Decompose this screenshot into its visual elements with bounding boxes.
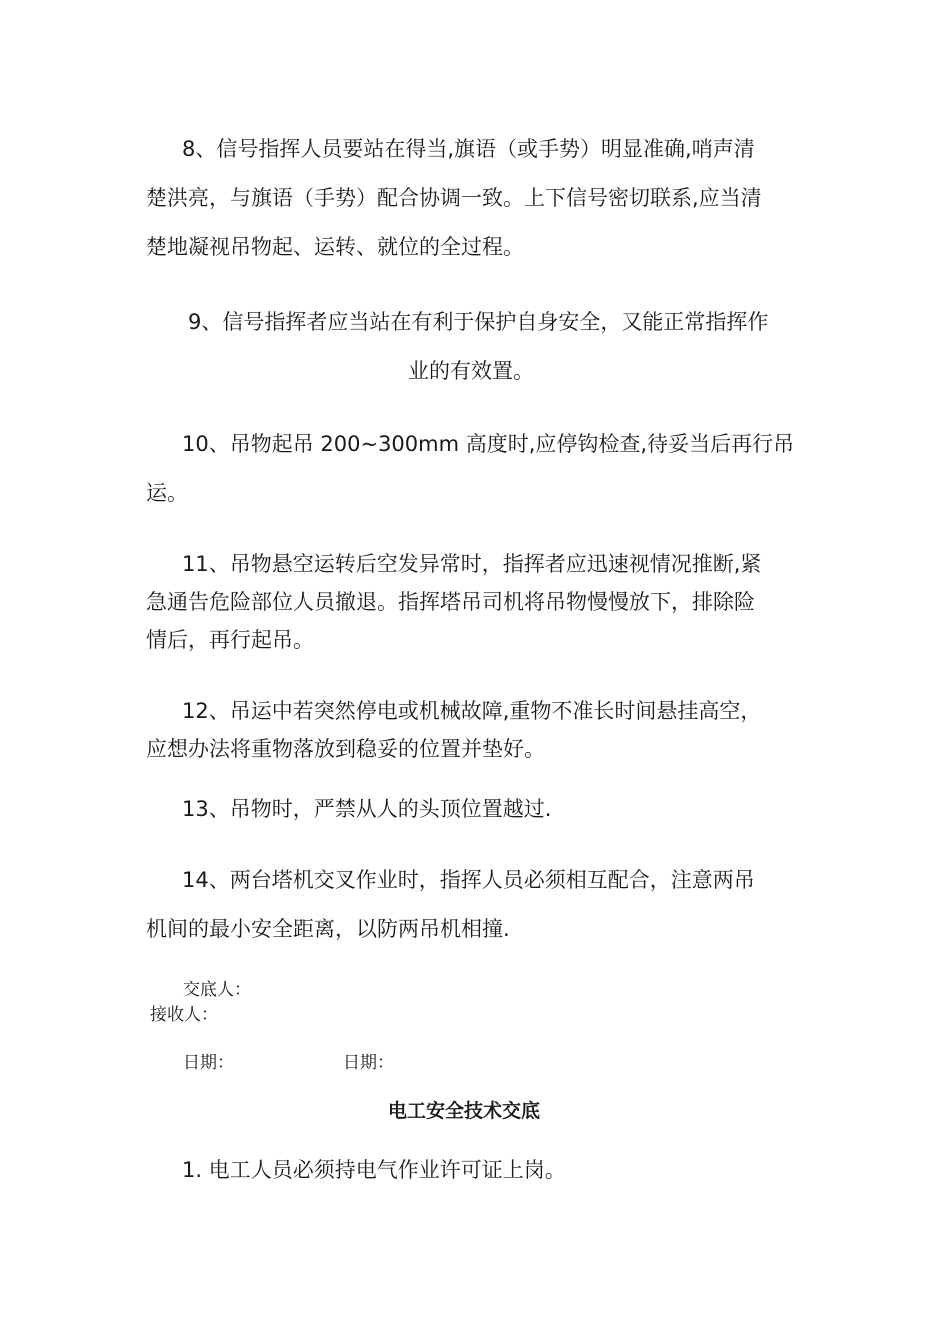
item-11-line-2: 急通告危险部位人员撤退。指挥塔吊司机将吊物慢慢放下，排除险 bbox=[146, 590, 755, 614]
item-11-line-3: 情后，再行起吊。 bbox=[146, 628, 314, 652]
item-14-line-2: 机间的最小安全距离，以防两吊机相撞. bbox=[146, 917, 510, 941]
handover-person-label: 交底人： bbox=[183, 980, 251, 1000]
date-label-1: 日期： bbox=[183, 1053, 234, 1073]
item-14-line-1: 14、两台塔机交叉作业时，指挥人员必须相互配合，注意两吊 bbox=[182, 868, 755, 892]
item-13-line-1: 13、吊物时，严禁从人的头顶位置越过. bbox=[182, 797, 552, 821]
item-8-line-3: 楚地凝视吊物起、运转、就位的全过程。 bbox=[146, 235, 524, 259]
date-label-2: 日期： bbox=[343, 1053, 394, 1073]
item-12-line-2: 应想办法将重物落放到稳妥的位置并垫好。 bbox=[146, 737, 545, 761]
item-9-line-1: 9、信号指挥者应当站在有利于保护自身安全，又能正常指挥作 bbox=[188, 310, 769, 334]
item-8-line-2: 楚洪亮，与旗语（手势）配合协调一致。上下信号密切联系,应当清 bbox=[146, 186, 762, 210]
item-11-line-1: 11、吊物悬空运转后空发异常时，指挥者应迅速视情况推断,紧 bbox=[182, 552, 762, 576]
item-9-line-2: 业的有效置。 bbox=[408, 359, 534, 383]
item-12-line-1: 12、吊运中若突然停电或机械故障,重物不准长时间悬挂高空， bbox=[182, 699, 762, 723]
item-8-line-1: 8、信号指挥人员要站在得当,旗语（或手势）明显准确,哨声清 bbox=[182, 137, 755, 161]
item-10-line-2: 运。 bbox=[146, 481, 188, 505]
receiver-person-label: 接收人： bbox=[150, 1005, 218, 1025]
section-item-1: 1. 电工人员必须持电气作业许可证上岗。 bbox=[182, 1158, 566, 1182]
section-title: 电工安全技术交底 bbox=[388, 1100, 541, 1122]
item-10-line-1: 10、吊物起吊 200~300mm 高度时,应停钩检查,待妥当后再行吊 bbox=[182, 432, 795, 456]
